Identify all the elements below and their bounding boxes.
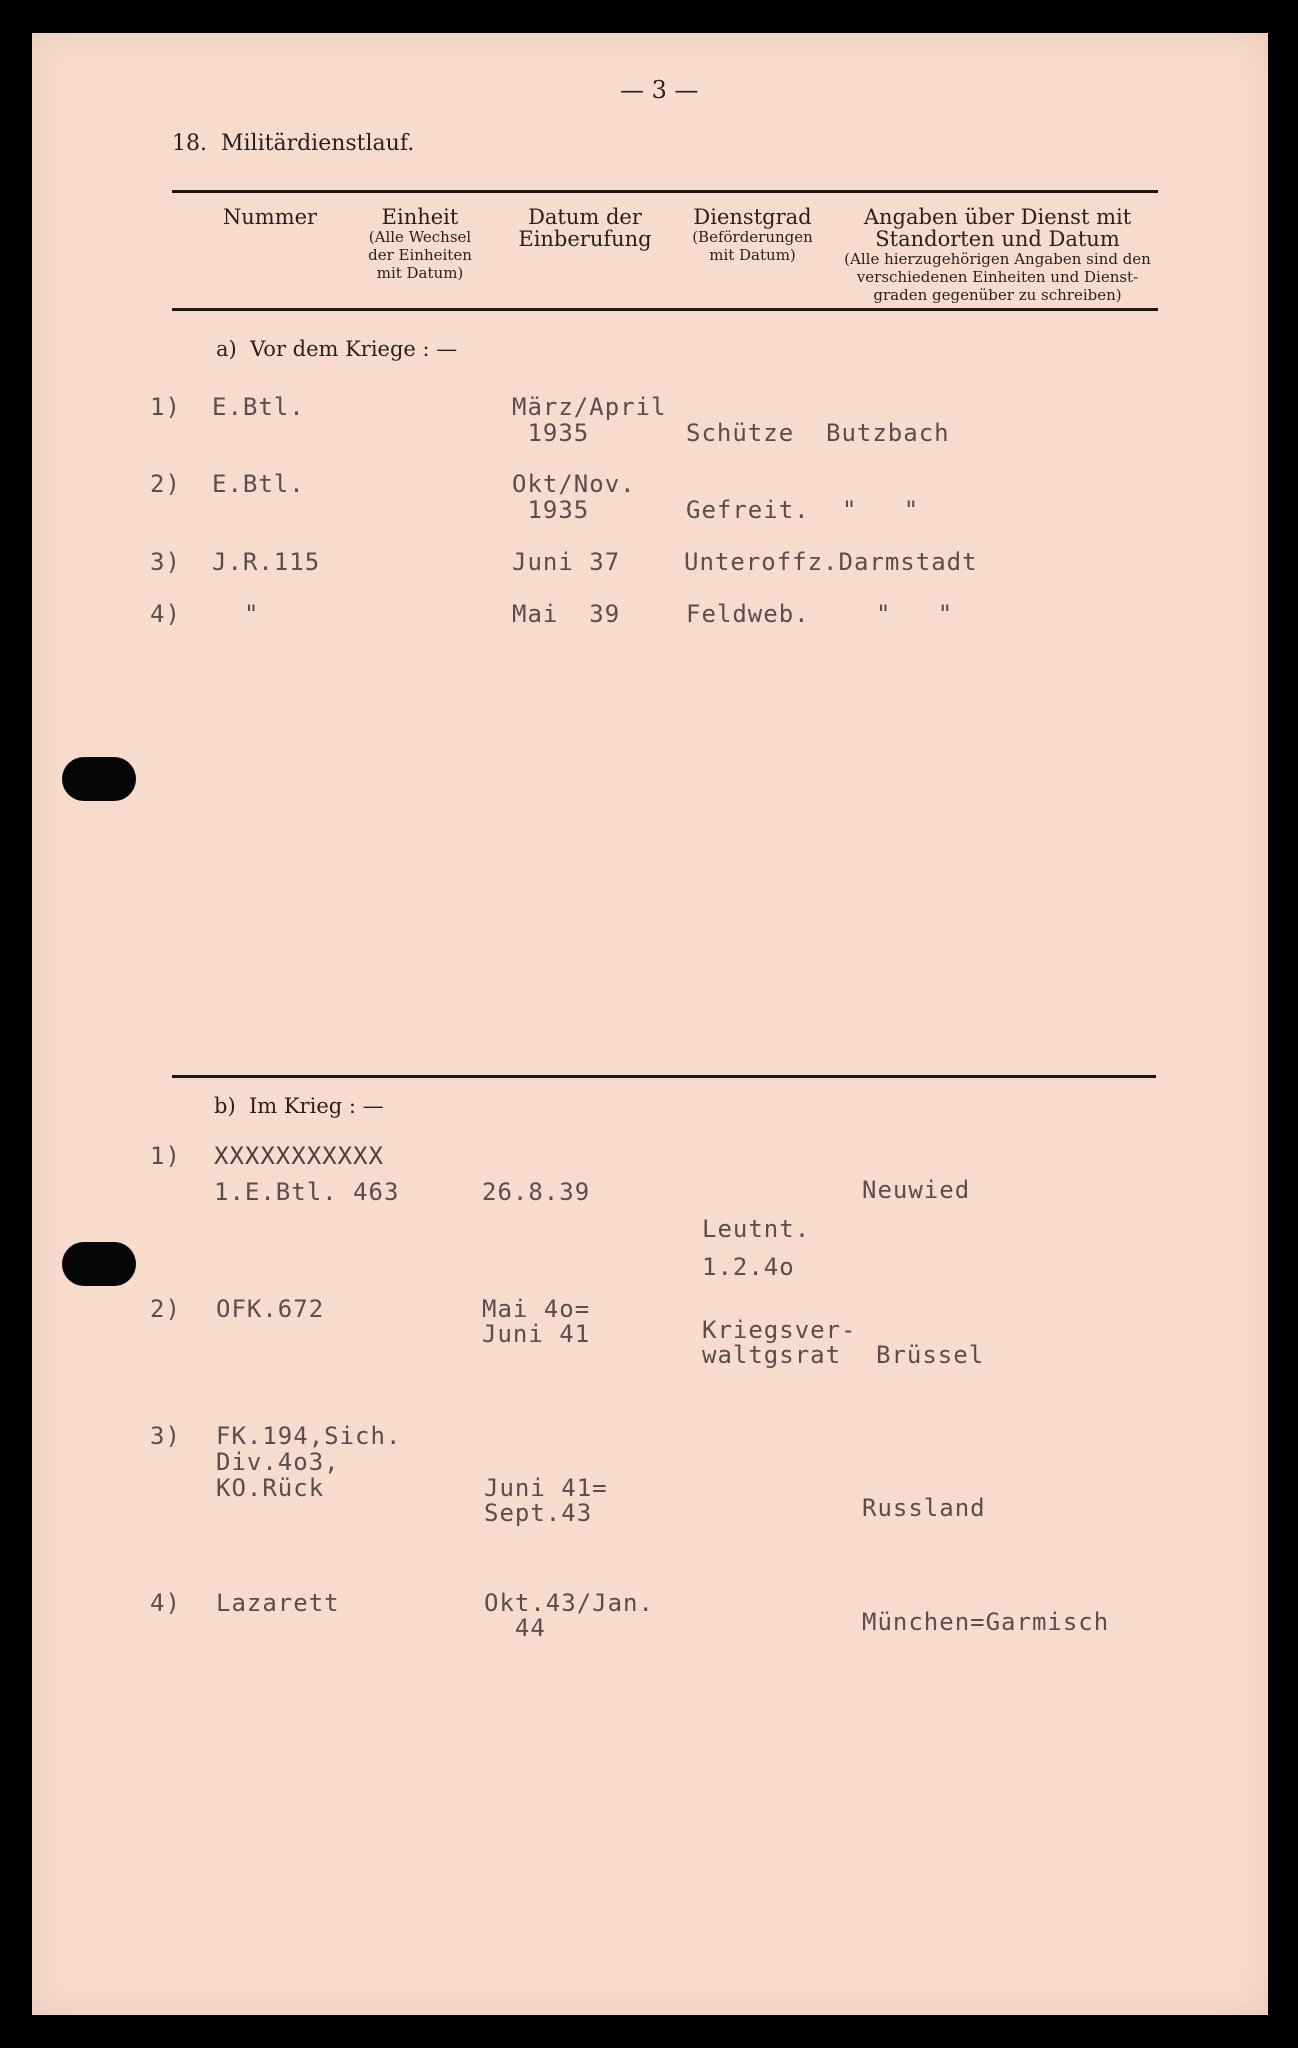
col-datum <box>505 206 665 250</box>
col-dienstgrad-note-1: (Beförderungen <box>692 228 813 246</box>
b-row-2-date-1: Mai 4o= <box>482 1295 591 1323</box>
document-page <box>32 33 1268 2015</box>
b-row-2-place: Brüssel <box>876 1341 985 1369</box>
a-row-3-date: Juni 37 <box>512 548 621 576</box>
a-row-4-num: 4) <box>150 600 181 628</box>
a-row-4-place: " " <box>876 600 954 628</box>
page-number: — 3 — <box>620 76 699 104</box>
section-a-label: a) Vor dem Kriege : — <box>216 337 458 361</box>
a-row-2-date-1: Okt/Nov. <box>512 470 636 498</box>
col-angaben-note-1: (Alle hierzugehörigen Angaben sind den <box>844 250 1151 268</box>
b-row-1-date: 26.8.39 <box>482 1178 591 1206</box>
a-row-2-num: 2) <box>150 470 181 498</box>
b-row-4-date-2: 44 <box>484 1614 546 1642</box>
col-einheit-note-3: mit Datum) <box>376 264 464 282</box>
col-angaben <box>830 206 1165 304</box>
b-row-4-place: München=Garmisch <box>862 1608 1110 1636</box>
b-row-3-unit-3: KO.Rück <box>216 1474 325 1502</box>
a-row-2-date-2: 1935 <box>512 496 590 524</box>
a-row-3-num: 3) <box>150 548 181 576</box>
section-b-label: b) Im Krieg : — <box>214 1094 384 1118</box>
b-row-2-date-2: Juni 41 <box>482 1320 591 1348</box>
a-row-2-place: " " <box>842 496 920 524</box>
header-rule-top <box>172 190 1158 193</box>
a-row-2-rank: Gefreit. <box>686 496 810 524</box>
b-row-1-rank-1: Leutnt. <box>702 1215 811 1243</box>
a-row-4-unit: " <box>244 600 260 628</box>
b-row-4-unit: Lazarett <box>216 1589 340 1617</box>
col-dienstgrad <box>680 206 825 264</box>
section-title: 18. Militärdienstlauf. <box>172 131 415 156</box>
b-row-4-date-1: Okt.43/Jan. <box>484 1589 654 1617</box>
b-row-1-place: Neuwied <box>862 1176 971 1204</box>
b-row-3-date-1: Juni 41= <box>484 1474 608 1502</box>
col-dienstgrad-note-2: mit Datum) <box>709 246 796 264</box>
col-einheit-note-1: (Alle Wechsel <box>368 228 472 246</box>
a-row-1-place: Butzbach <box>826 419 950 447</box>
a-row-1-unit: E.Btl. <box>212 393 305 421</box>
col-angaben-line-2: Standorten und Datum <box>875 227 1120 251</box>
col-nummer: Nummer <box>222 205 318 229</box>
a-row-3-rank: Unteroffz.Darmstadt <box>684 548 978 576</box>
b-row-2-rank-2: waltgsrat <box>702 1341 842 1369</box>
b-row-3-date-2: Sept.43 <box>484 1499 593 1527</box>
a-row-4-rank: Feldweb. <box>686 600 810 628</box>
section-b-rule <box>172 1075 1156 1078</box>
punch-hole-top <box>62 757 136 801</box>
a-row-3-unit: J.R.115 <box>212 548 321 576</box>
b-row-3-unit-1: FK.194,Sich. <box>216 1422 402 1450</box>
b-row-1-unit-struck: XXXXXXXXXXX <box>214 1142 384 1170</box>
col-einheit-note-2: der Einheiten <box>368 246 472 264</box>
b-row-1-unit: 1.E.Btl. 463 <box>214 1178 400 1206</box>
a-row-1-rank: Schütze <box>686 419 795 447</box>
col-angaben-note-3: graden gegenüber zu schreiben) <box>873 286 1122 304</box>
b-row-2-rank-1: Kriegsver- <box>702 1316 857 1344</box>
b-row-2-num: 2) <box>150 1295 181 1323</box>
a-row-4-date: Mai 39 <box>512 600 621 628</box>
col-einheit <box>350 206 490 282</box>
punch-hole-bottom <box>62 1242 136 1286</box>
col-einheit-title: Einheit <box>381 205 459 229</box>
b-row-3-unit-2: Div.4o3, <box>216 1448 340 1476</box>
a-row-1-date-1: März/April <box>512 393 667 421</box>
col-datum-line-1: Datum der <box>528 205 642 229</box>
b-row-4-num: 4) <box>150 1589 181 1617</box>
a-row-1-date-2: 1935 <box>512 419 590 447</box>
col-datum-line-2: Einberufung <box>518 227 652 251</box>
b-row-1-num: 1) <box>150 1142 181 1170</box>
header-rule-bottom <box>172 308 1158 311</box>
b-row-2-unit: OFK.672 <box>216 1295 325 1323</box>
col-dienstgrad-title: Dienstgrad <box>693 205 812 229</box>
b-row-3-num: 3) <box>150 1422 181 1450</box>
b-row-1-rank-2: 1.2.4o <box>702 1253 795 1281</box>
a-row-2-unit: E.Btl. <box>212 470 305 498</box>
b-row-3-place: Russland <box>862 1494 986 1522</box>
col-angaben-line-1: Angaben über Dienst mit <box>863 205 1132 229</box>
a-row-1-num: 1) <box>150 393 181 421</box>
col-angaben-note-2: verschiedenen Einheiten und Dienst- <box>856 268 1139 286</box>
